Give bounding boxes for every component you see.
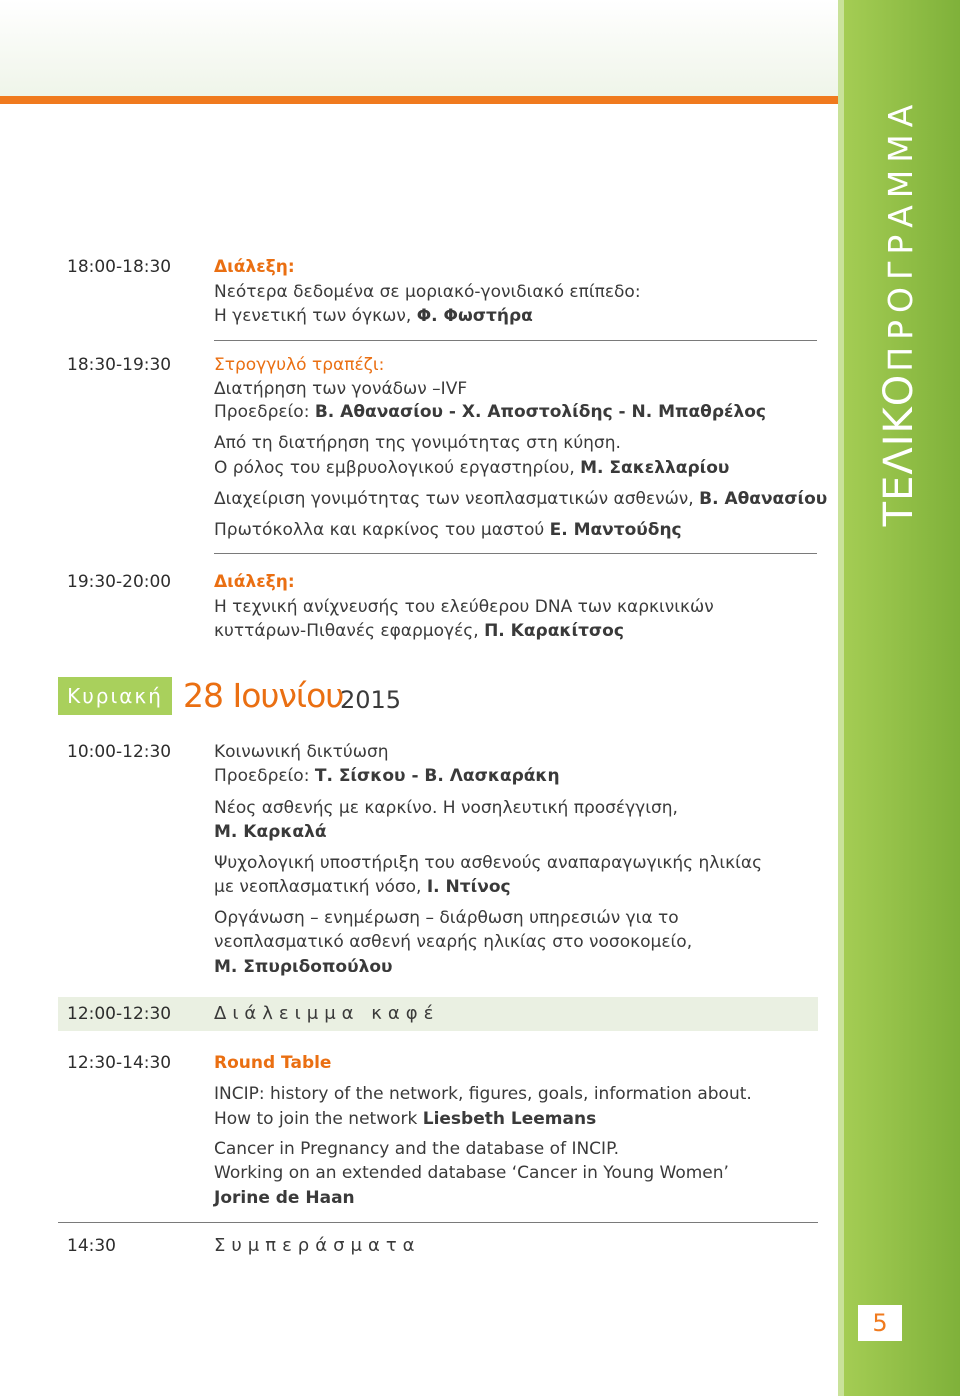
session-title: Συμπεράσματα	[214, 1235, 421, 1256]
speaker-name: Ε. Μαντούδης	[549, 520, 682, 540]
talk-line: Cancer in Pregnancy and the database of INCIP.	[214, 1139, 620, 1159]
session-chair	[214, 400, 766, 424]
side-title-word2: ΠΡΟΓΡΑΜΜΑ	[881, 97, 920, 372]
session-line: Η τεχνική ανίχνευσής του ελεύθερου DNA των καρκινικών	[214, 597, 714, 617]
speaker-name: Liesbeth Leemans	[422, 1109, 597, 1129]
line-text: How to join the network	[214, 1109, 423, 1129]
talk-line: Οργάνωση – ενημέρωση – διάρθωση υπηρεσιών για το	[214, 908, 679, 928]
separator	[214, 553, 817, 554]
speaker-name: Μ. Σακελλαρίου	[580, 458, 730, 478]
session-chair	[214, 764, 560, 788]
line-text: με νεοπλασματική νόσο,	[214, 877, 427, 897]
chair-names: Β. Αθανασίου - Χ. Αποστολίδης - Ν. Μπαθρέλος	[314, 402, 767, 422]
day-year: 2015	[340, 686, 402, 714]
line-text: κυττάρων-Πιθανές εφαρμογές,	[214, 621, 485, 641]
speaker-name: Ι. Ντίνος	[426, 877, 511, 897]
speaker-name: Μ. Καρκαλά	[214, 822, 327, 842]
line-text: Ο ρόλος του εμβρυολογικού εργαστηρίου,	[214, 458, 581, 478]
chair-names: Τ. Σίσκου - Β. Λασκαράκη	[314, 766, 560, 786]
talk-line: Working on an extended database ‘Cancer in Young Women’	[214, 1163, 729, 1183]
session-line	[214, 619, 624, 643]
side-title	[876, 98, 922, 527]
talk-line	[214, 518, 682, 542]
session-time: 18:30-19:30	[67, 355, 172, 375]
line-text: Η γενετική των όγκων,	[214, 306, 417, 326]
speaker-name: Β. Αθανασίου	[699, 489, 828, 509]
talk-line	[214, 487, 827, 511]
session-line: Διατήρηση των γονάδων –IVF	[214, 379, 468, 399]
session-title: Διάλεξη:	[214, 572, 295, 592]
session-line	[214, 304, 533, 328]
line-text: Πρωτόκολλα και καρκίνος του μαστού	[214, 520, 550, 540]
session-title: Διάλεξη:	[214, 257, 295, 277]
talk-line: Από τη διατήρηση της γονιμότητας στη κύηση.	[214, 433, 621, 453]
session-time: 14:30	[67, 1236, 116, 1256]
line-text: Προεδρείο:	[214, 766, 315, 786]
line-text: Διαχείριση γονιμότητας των νεοπλασματικών ασθενών,	[214, 489, 700, 509]
top-band	[0, 0, 960, 102]
speaker-name: Π. Καρακίτσος	[484, 621, 624, 641]
top-orange-rule	[0, 96, 840, 104]
talk-line	[214, 875, 511, 899]
day-date: 28 Ιουνίου	[183, 676, 344, 715]
session-time: 12:00-12:30	[67, 1004, 172, 1024]
session-time: 18:00-18:30	[67, 257, 172, 277]
side-title-word1: ΤΕΛΙΚΟ	[876, 373, 922, 527]
line-text: Προεδρείο:	[214, 402, 315, 422]
session-time: 19:30-20:00	[67, 572, 172, 592]
session-title: Διάλειμμα καφέ	[214, 1003, 440, 1024]
separator	[58, 1222, 818, 1223]
session-title: Κοινωνική δικτύωση	[214, 742, 389, 762]
talk-line	[214, 1107, 596, 1131]
speaker-name: Φ. Φωστήρα	[416, 306, 533, 326]
talk-line: Ψυχολογική υποστήριξη του ασθενούς αναπαραγωγικής ηλικίας	[214, 853, 763, 873]
session-title: Στρογγυλό τραπέζι:	[214, 355, 385, 375]
session-line: Νεότερα δεδομένα σε μοριακό-γονιδιακό επίπεδο:	[214, 282, 641, 302]
session-title: Round Table	[214, 1053, 332, 1073]
talk-line: Νέος ασθενής με καρκίνο. Η νοσηλευτική προσέγγιση,	[214, 798, 678, 818]
session-time: 12:30-14:30	[67, 1053, 172, 1073]
separator	[214, 340, 817, 341]
talk-line: νεοπλασματικό ασθενή νεαρής ηλικίας στο νοσοκομείο,	[214, 932, 693, 952]
talk-line	[214, 456, 729, 480]
speaker-name: Μ. Σπυριδοπούλου	[214, 957, 393, 977]
speaker-name: Jorine de Haan	[214, 1188, 355, 1208]
talk-line: INCIP: history of the network, figures, goals, information about.	[214, 1084, 752, 1104]
page-number: 5	[872, 1309, 888, 1337]
day-label: Κυριακή	[67, 684, 163, 708]
session-time: 10:00-12:30	[67, 742, 172, 762]
